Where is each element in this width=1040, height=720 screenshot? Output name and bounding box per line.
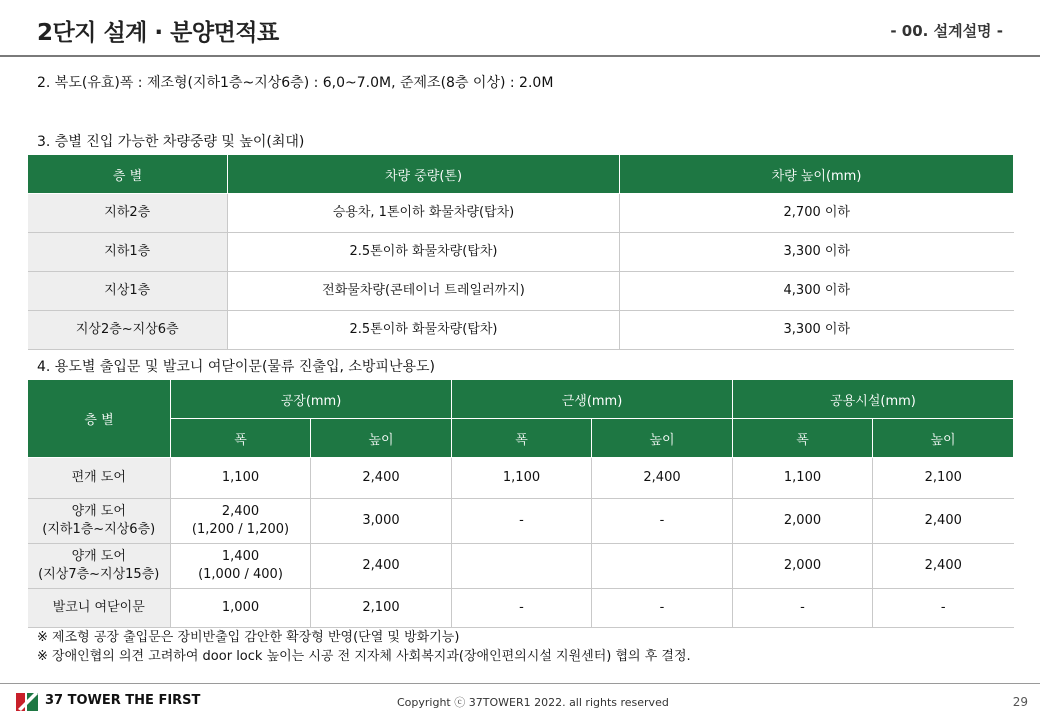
cell-value: 1,100 (221, 470, 260, 485)
col-floor: 층 별 (28, 155, 228, 194)
cell-value: 2,000 (783, 513, 822, 528)
cell-value: - (659, 513, 665, 528)
group-factory: 공장(mm) (171, 380, 452, 419)
row-weight: 2.5톤이하 화물차량(탑차) (228, 311, 620, 350)
brand-logo-icon (16, 691, 38, 711)
label-line: (지상7층~지상15층) (38, 567, 160, 582)
cell-value: - (800, 600, 805, 615)
cell (452, 499, 592, 544)
table-row (28, 544, 1014, 589)
cell (311, 544, 452, 589)
door-table (27, 379, 1014, 628)
bottom-divider (0, 683, 1040, 684)
section4-heading: 4. 용도별 출입문 및 발코니 여닫이문(물류 진출입, 소방피난용도) (37, 359, 435, 375)
sub-width: 폭 (733, 419, 873, 458)
cell (171, 589, 311, 628)
row-weight: 승용차, 1톤이하 화물차량(탑차) (228, 194, 620, 233)
corridor-width-text: 2. 복도(유효)폭 : 제조형(지하1층~지상6층) : 6,0~7.0M, 준제조(8층 이상) : 2.0M (37, 75, 554, 91)
cell-value: (1,000 / 400) (198, 567, 283, 582)
section3-heading: 3. 층별 진입 가능한 차량중량 및 높이(최대) (37, 134, 305, 150)
row-weight: 전화물차량(콘테이너 트레일러까지) (228, 272, 620, 311)
row-label (28, 458, 171, 499)
row-label (28, 544, 171, 589)
label-line: 양개 도어 (71, 549, 126, 564)
row-height: 3,300 이하 (620, 233, 1014, 272)
page-number: 29 (1012, 695, 1028, 709)
cell-value: (1,200 / 1,200) (191, 522, 290, 537)
note-line: ※ 제조형 공장 출입문은 장비반출입 감안한 확장형 반영(단열 및 방화기능) (37, 630, 460, 645)
cell (592, 458, 733, 499)
vehicle-table (27, 154, 1014, 350)
notes (37, 628, 691, 666)
col-floor: 층 별 (28, 380, 171, 458)
label-line: 양개 도어 (71, 504, 126, 519)
sub-width: 폭 (452, 419, 592, 458)
cell (452, 544, 592, 589)
cell (311, 499, 452, 544)
cell (733, 544, 873, 589)
cell (171, 499, 311, 544)
cell-value: 2,400 (362, 558, 400, 573)
table-row (28, 272, 1014, 311)
cell (873, 499, 1014, 544)
table-row (28, 194, 1014, 233)
cell (873, 589, 1014, 628)
section-tag: - 00. 설계설명 - (890, 22, 1003, 40)
cell-value: 3,000 (362, 513, 400, 528)
table-row (28, 233, 1014, 272)
brand-name: 37 TOWER THE FIRST (45, 693, 201, 708)
cell (171, 544, 311, 589)
row-floor: 지하1층 (28, 233, 228, 272)
cell (452, 458, 592, 499)
row-height: 3,300 이하 (620, 311, 1014, 350)
cell-value: - (659, 600, 665, 615)
table-row (28, 311, 1014, 350)
row-floor: 지하2층 (28, 194, 228, 233)
cell-value: 1,000 (221, 600, 260, 615)
row-floor: 지상2층~지상6층 (28, 311, 228, 350)
cell-value: - (519, 513, 524, 528)
cell-value: 1,400 (221, 549, 260, 564)
label-line: (지하1층~지상6층) (42, 522, 156, 537)
cell-value: 2,400 (221, 504, 260, 519)
cell-value: - (940, 600, 946, 615)
cell-value: 2,400 (924, 513, 962, 528)
group-retail: 근생(mm) (452, 380, 733, 419)
cell (873, 458, 1014, 499)
row-height: 4,300 이하 (620, 272, 1014, 311)
cell (592, 589, 733, 628)
col-height: 차량 높이(mm) (620, 155, 1014, 194)
sub-height: 높이 (592, 419, 733, 458)
row-floor: 지상1층 (28, 272, 228, 311)
cell-value: 1,100 (502, 470, 541, 485)
sub-height: 높이 (873, 419, 1014, 458)
cell (592, 499, 733, 544)
row-weight: 2.5톤이하 화물차량(탑차) (228, 233, 620, 272)
group-common: 공용시설(mm) (733, 380, 1014, 419)
row-label (28, 589, 171, 628)
sub-width: 폭 (171, 419, 311, 458)
cell (592, 544, 733, 589)
table-row (28, 499, 1014, 544)
cell (311, 589, 452, 628)
row-label (28, 499, 171, 544)
cell-value: - (519, 600, 524, 615)
col-weight: 차량 중량(톤) (228, 155, 620, 194)
note-line: ※ 장애인협의 의견 고려하여 door lock 높이는 시공 전 지자체 사회복지과(장애인편의시설 지원센터) 협의 후 결정. (37, 649, 691, 664)
cell-value: 2,000 (783, 558, 822, 573)
row-height: 2,700 이하 (620, 194, 1014, 233)
cell-value: 2,100 (362, 600, 400, 615)
cell-value: 1,100 (783, 470, 822, 485)
cell (733, 458, 873, 499)
cell-value: 2,400 (924, 558, 962, 573)
top-divider (0, 55, 1040, 57)
cell-value: 2,100 (924, 470, 962, 485)
table-row (28, 589, 1014, 628)
cell (452, 589, 592, 628)
cell (873, 544, 1014, 589)
table-row (28, 458, 1014, 499)
cell (733, 589, 873, 628)
copyright: Copyright ⓒ 37TOWER1 2022. all rights reserved (397, 696, 669, 709)
cell-value: 2,400 (643, 470, 681, 485)
page-title: 2단지 설계 · 분양면적표 (37, 20, 279, 46)
cell-value: 2,400 (362, 470, 400, 485)
cell (733, 499, 873, 544)
label-line: 발코니 여닫이문 (52, 600, 145, 615)
label-line: 편개 도어 (71, 470, 126, 485)
cell (311, 458, 452, 499)
cell (171, 458, 311, 499)
sub-height: 높이 (311, 419, 452, 458)
